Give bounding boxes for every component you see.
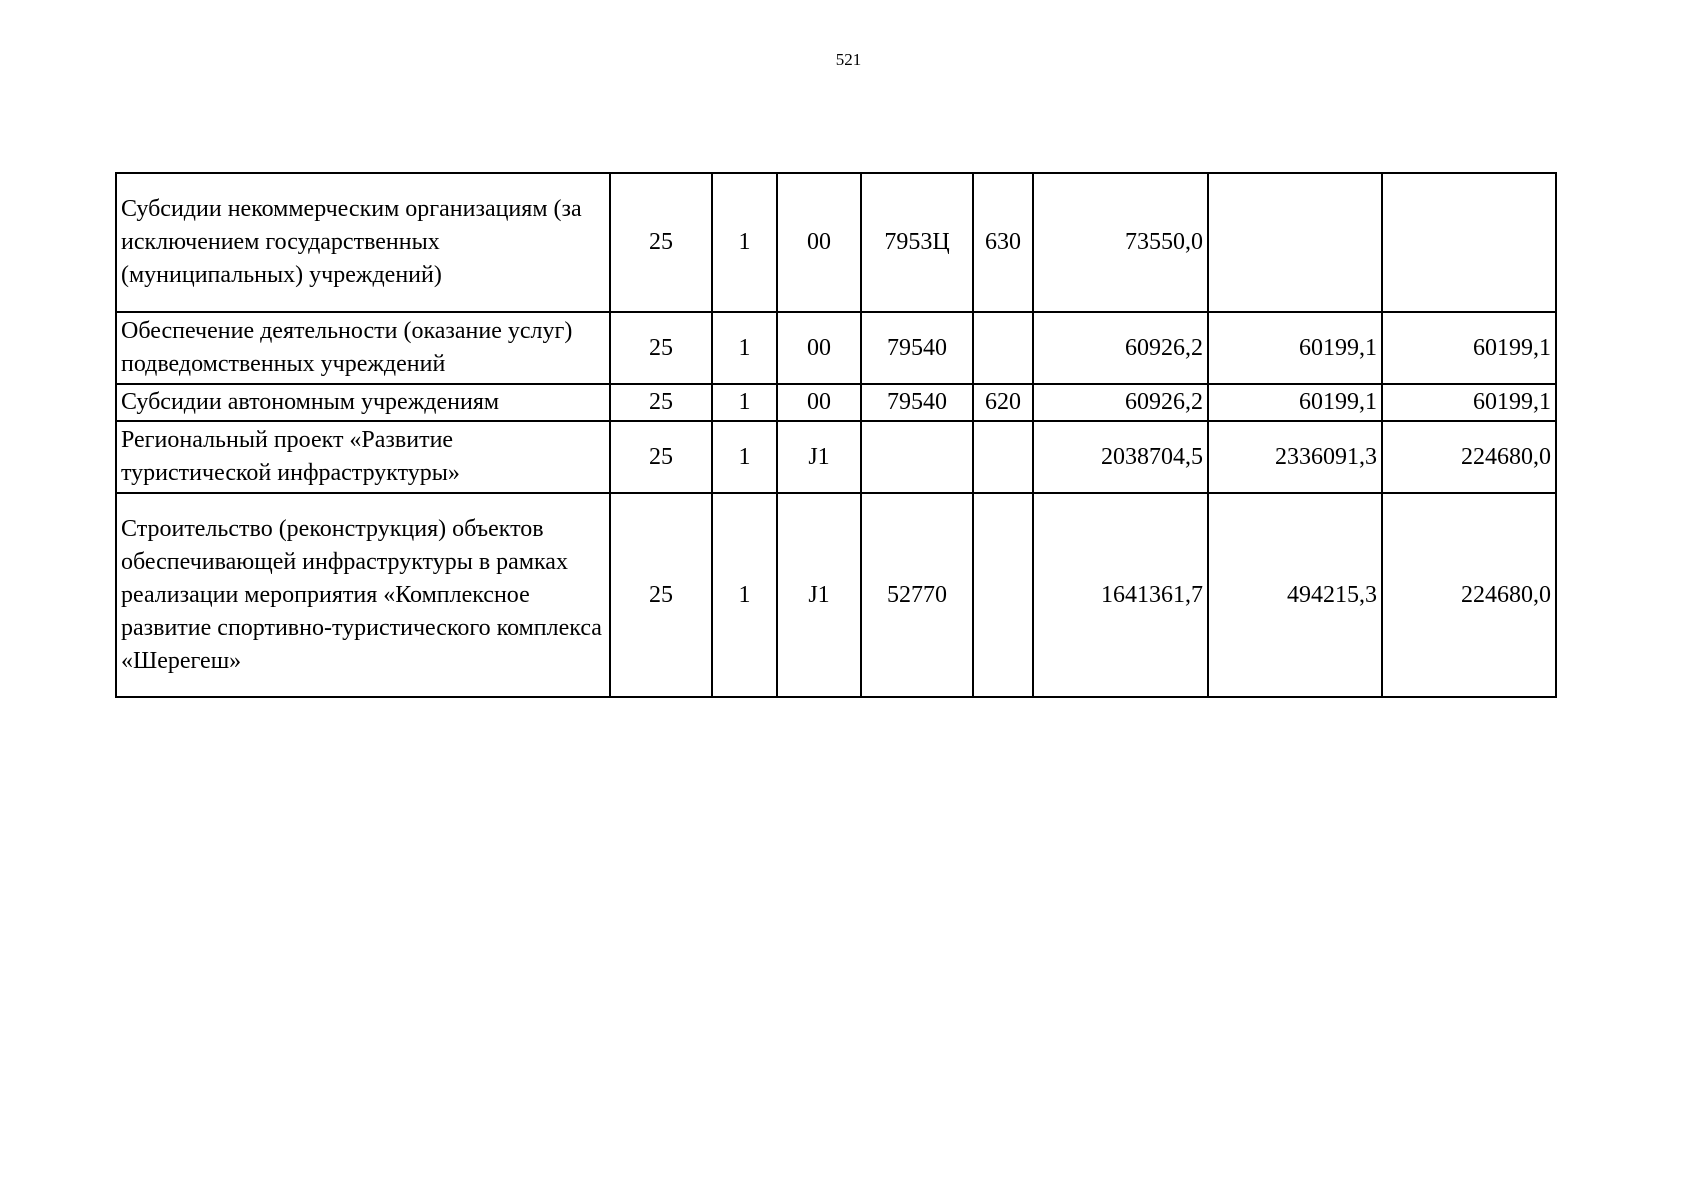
amount-cell: 60926,2 bbox=[1033, 384, 1208, 421]
amount-cell: 60199,1 bbox=[1208, 384, 1382, 421]
amount-cell bbox=[1382, 173, 1556, 312]
amount-cell: 224680,0 bbox=[1382, 493, 1556, 697]
amount-cell: 73550,0 bbox=[1033, 173, 1208, 312]
code-cell bbox=[973, 312, 1033, 384]
code-cell: 79540 bbox=[861, 312, 973, 384]
amount-cell: 1641361,7 bbox=[1033, 493, 1208, 697]
code-cell: 7953Ц bbox=[861, 173, 973, 312]
code-cell: 25 bbox=[610, 493, 712, 697]
budget-table bbox=[115, 172, 1557, 698]
code-cell: 1 bbox=[712, 312, 777, 384]
table-row bbox=[116, 384, 1556, 421]
code-cell: 620 bbox=[973, 384, 1033, 421]
code-cell: 79540 bbox=[861, 384, 973, 421]
amount-cell: 60926,2 bbox=[1033, 312, 1208, 384]
amount-cell: 494215,3 bbox=[1208, 493, 1382, 697]
code-cell: 00 bbox=[777, 312, 861, 384]
row-name-cell: Субсидии некоммерческим организациям (за исключением государственных (муниципальных) учреждений) bbox=[116, 173, 610, 312]
page-number: 521 bbox=[835, 50, 862, 69]
code-cell: 1 bbox=[712, 493, 777, 697]
code-cell: 25 bbox=[610, 384, 712, 421]
amount-cell: 2336091,3 bbox=[1208, 421, 1382, 493]
amount-cell: 60199,1 bbox=[1208, 312, 1382, 384]
code-cell: 00 bbox=[777, 173, 861, 312]
amount-cell: 224680,0 bbox=[1382, 421, 1556, 493]
code-cell bbox=[973, 421, 1033, 493]
amount-cell bbox=[1208, 173, 1382, 312]
code-cell: 1 bbox=[712, 173, 777, 312]
code-cell: 52770 bbox=[861, 493, 973, 697]
code-cell: 00 bbox=[777, 384, 861, 421]
amount-cell: 60199,1 bbox=[1382, 312, 1556, 384]
code-cell bbox=[973, 493, 1033, 697]
row-name-cell: Обеспечение деятельности (оказание услуг) подведомственных учреждений bbox=[116, 312, 610, 384]
code-cell: 1 bbox=[712, 421, 777, 493]
table-row bbox=[116, 173, 1556, 312]
table-row bbox=[116, 493, 1556, 697]
table-row bbox=[116, 312, 1556, 384]
code-cell: 630 bbox=[973, 173, 1033, 312]
row-name-cell: Региональный проект «Развитие туристической инфраструктуры» bbox=[116, 421, 610, 493]
table-row bbox=[116, 421, 1556, 493]
amount-cell: 60199,1 bbox=[1382, 384, 1556, 421]
code-cell: J1 bbox=[777, 421, 861, 493]
row-name-cell: Субсидии автономным учреждениям bbox=[116, 384, 610, 421]
code-cell bbox=[861, 421, 973, 493]
code-cell: 25 bbox=[610, 173, 712, 312]
amount-cell: 2038704,5 bbox=[1033, 421, 1208, 493]
code-cell: 25 bbox=[610, 312, 712, 384]
code-cell: J1 bbox=[777, 493, 861, 697]
row-name-cell: Строительство (реконструкция) объектов обеспечивающей инфраструктуры в рамках реализации мероприятия «Комплексное развитие спортивно-туристического комплекса «Шерегеш» bbox=[116, 493, 610, 697]
code-cell: 1 bbox=[712, 384, 777, 421]
code-cell: 25 bbox=[610, 421, 712, 493]
